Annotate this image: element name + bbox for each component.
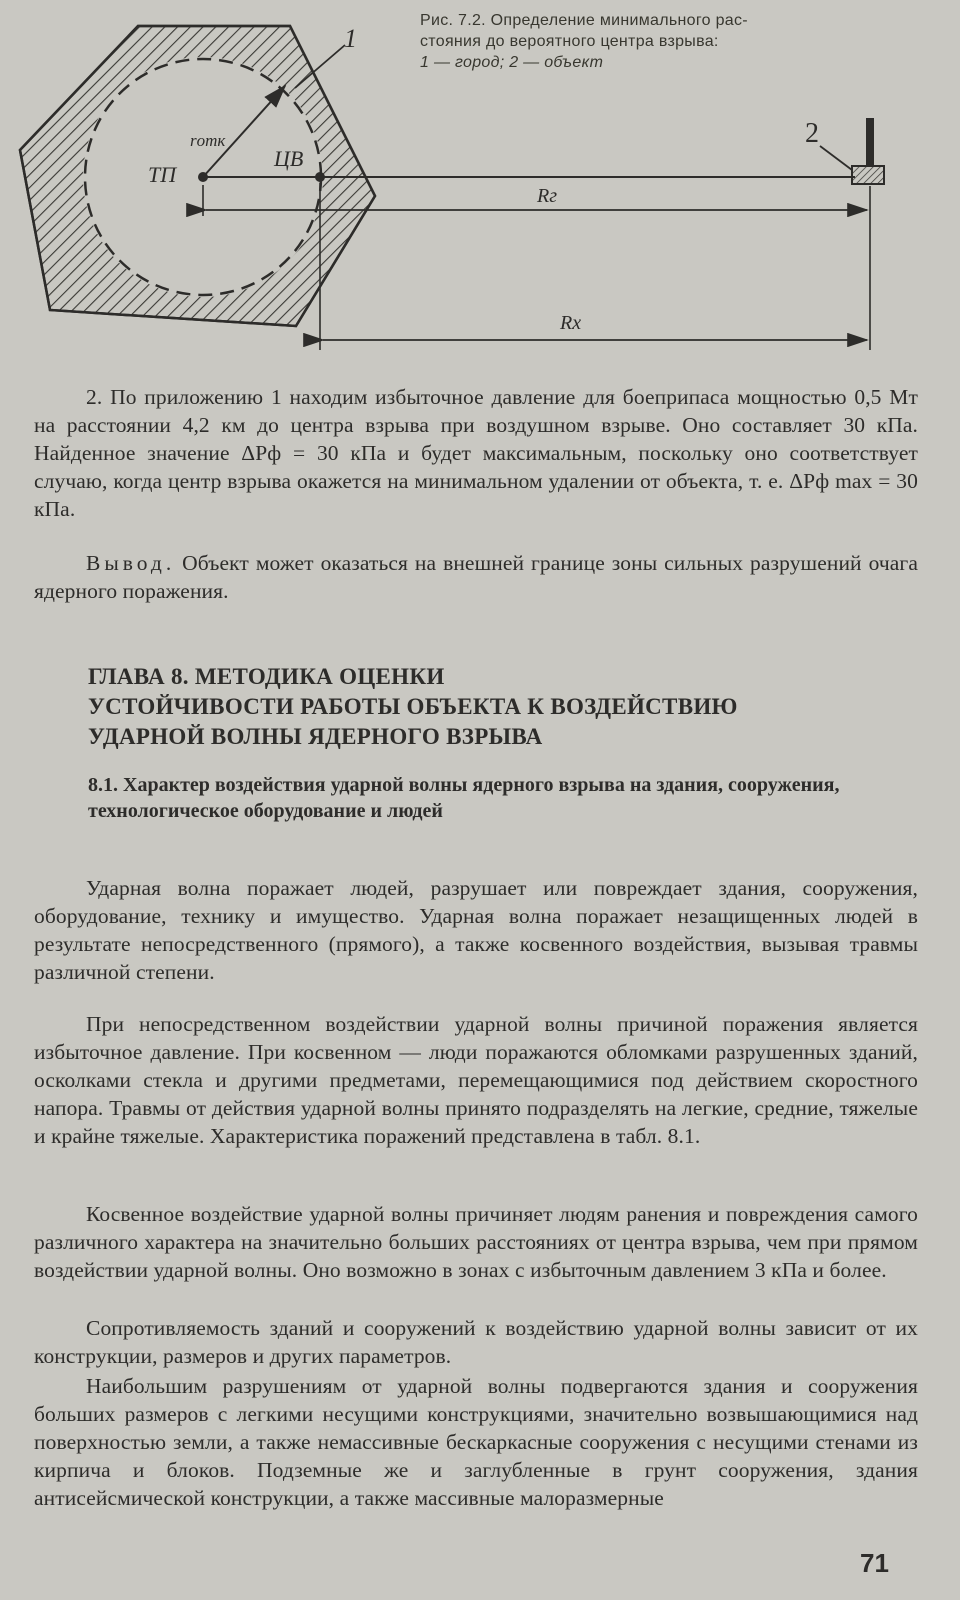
paragraph-3: Косвенное воздействие ударной волны причиняет людям ранения и повреждения самого различного характера на значительно больших расстояниях от центра взрыва, чем при прямом воздействии ударной волны. Оно возможно в зонах с избыточным давлением 3 кПа и более.	[34, 1202, 918, 1282]
label-r-otk: rотк	[190, 131, 226, 150]
caption-legend: 1 — город; 2 — объект	[420, 54, 604, 71]
label-marker-2: 2	[805, 118, 819, 149]
page-number: 71	[860, 1548, 889, 1578]
caption-line-1: Рис. 7.2. Определение минимального рас-	[420, 12, 748, 29]
label-cv: ЦВ	[274, 146, 304, 171]
chapter-heading	[88, 662, 918, 752]
chapter-line-3: УДАРНОЙ ВОЛНЫ ЯДЕРНОГО ВЗРЫВА	[88, 724, 543, 749]
paragraph-5: Наибольшим разрушениям от ударной волны подвергаются здания и сооружения больших размеров с легкими несущими конструкциями, значительно возвышающимися над поверхностью земли, а также немассивные бескаркасные сооружения с несущими стенами из кирпича и блоков. Подземные же и заглубленные в грунт сооружения, здания антисейсмической конструкции, а также массивные малоразмерные	[34, 1374, 918, 1510]
section-heading: 8.1. Характер воздействия ударной волны ядерного взрыва на здания, сооружения, технологическое оборудование и людей	[88, 774, 840, 822]
paragraph-4: Сопротивляемость зданий и сооружений к воздействию ударной волны зависит от их конструкции, размеров и других параметров.	[34, 1316, 918, 1368]
object-marker	[852, 166, 884, 184]
figure-caption	[420, 10, 860, 73]
label-r-g: Rг	[537, 185, 558, 207]
paragraph-step-2: 2. По приложению 1 находим избыточное давление для боеприпаса мощностью 0,5 Мт на расстоянии 4,2 км до центра взрыва при воздушном взрыве. Оно составляет 30 кПа. Найденное значение ΔPф = 30 кПа и будет максимальным, поскольку оно соответствует случаю, когда центр взрыва окажется на минимальном удалении от объекта, т. е. ΔPф max = 30 кПа.	[34, 385, 918, 521]
label-marker-1: 1	[344, 24, 357, 53]
figure-7-2	[0, 0, 960, 370]
paragraph-1: Ударная волна поражает людей, разрушает или повреждает здания, сооружения, оборудование, технику и имущество. Ударная волна поражает незащищенных людей в результате непосредственного (прямого), а также косвенного воздействия, вызывая травмы различной степени.	[34, 876, 918, 984]
conclusion-text: Объект может оказаться на внешней границе зоны сильных разрушений очага ядерного поражения.	[34, 551, 918, 603]
chapter-line-2: УСТОЙЧИВОСТИ РАБОТЫ ОБЪЕКТА К ВОЗДЕЙСТВИЮ	[88, 694, 738, 719]
chapter-line-1: ГЛАВА 8. МЕТОДИКА ОЦЕНКИ	[88, 664, 445, 689]
paragraph-2: При непосредственном воздействии ударной волны причиной поражения является избыточное давление. При косвенном — люди поражаются обломками разрушенных зданий, осколками стекла и другими предметами, перемещающимися под действием скоростного напора. Травмы от действия ударной волны принято подразделять на легкие, средние, тяжелые и крайне тяжелые. Характеристика поражений представлена в табл. 8.1.	[34, 1012, 918, 1148]
conclusion-label: Вывод.	[86, 551, 176, 575]
label-tp: ТП	[148, 162, 177, 187]
label-r-x: Rх	[560, 312, 582, 334]
paragraph-conclusion	[34, 549, 918, 605]
caption-line-2: стояния до вероятного центра взрыва:	[420, 33, 719, 50]
